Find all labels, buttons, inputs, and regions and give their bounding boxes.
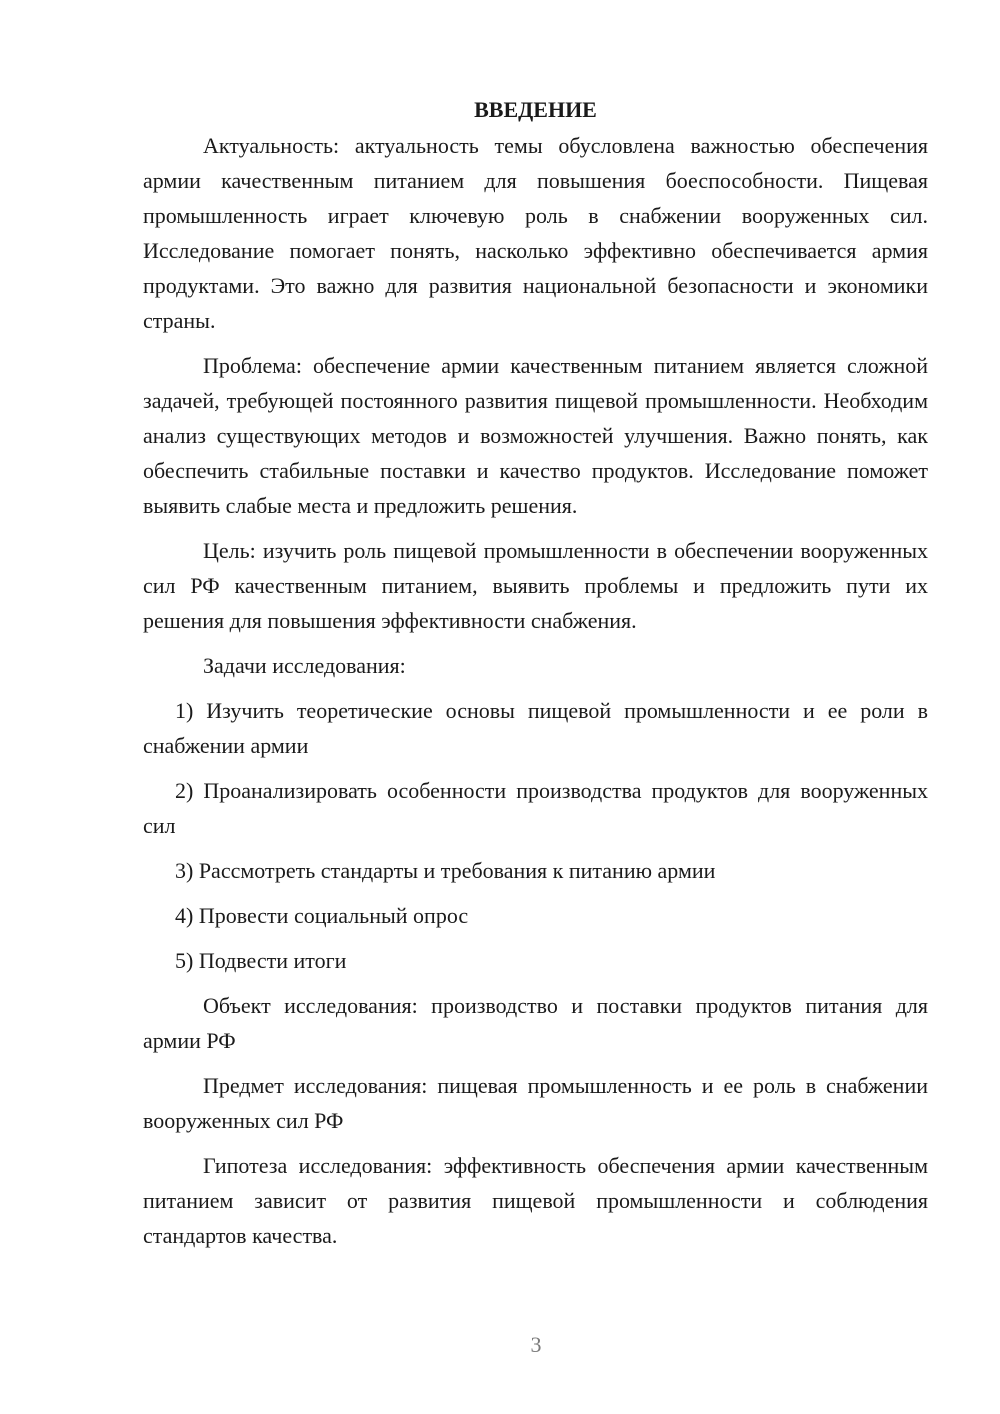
goal-paragraph: Цель: изучить роль пищевой промышленности в обеспечении вооруженных сил РФ качественным питанием, выявить проблемы и предложить пути их решения для повышения эффективности снабжения. bbox=[143, 538, 928, 633]
task-item-1: 1) Изучить теоретические основы пищевой промышленности и ее роли в снабжении армии bbox=[143, 698, 928, 758]
page-number: 3 bbox=[530, 1332, 542, 1357]
task-item-5: 5) Подвести итоги bbox=[175, 948, 347, 973]
document-page bbox=[143, 92, 928, 1253]
task-item-3: 3) Рассмотреть стандарты и требования к питанию армии bbox=[175, 858, 716, 883]
subject-paragraph: Предмет исследования: пищевая промышленность и ее роль в снабжении вооруженных сил РФ bbox=[143, 1073, 928, 1133]
object-paragraph: Объект исследования: производство и поставки продуктов питания для армии РФ bbox=[143, 993, 928, 1053]
task-item-4: 4) Провести социальный опрос bbox=[175, 903, 469, 928]
section-title: ВВЕДЕНИЕ bbox=[474, 97, 597, 122]
hypothesis-paragraph: Гипотеза исследования: эффективность обеспечения армии качественным питанием зависит от развития пищевой промышленности и соблюдения стандартов качества. bbox=[143, 1153, 928, 1248]
task-item-2: 2) Проанализировать особенности производства продуктов для вооруженных сил bbox=[143, 778, 928, 838]
problem-paragraph: Проблема: обеспечение армии качественным питанием является сложной задачей, требующей постоянного развития пищевой промышленности. Необходим анализ существующих методов и возможностей улучшения. Важно понять, как обеспечить стабильные поставки и качество продуктов. Исследование поможет выявить слабые места и предложить решения. bbox=[143, 353, 928, 518]
relevance-paragraph: Актуальность: актуальность темы обусловлена важностью обеспечения армии качественным питанием для повышения боеспособности. Пищевая промышленность играет ключевую роль в снабжении вооруженных сил. Исследование помогает понять, насколько эффективно обеспечивается армия продуктами. Это важно для развития национальной безопасности и экономики страны. bbox=[143, 133, 928, 333]
tasks-heading: Задачи исследования: bbox=[203, 653, 406, 678]
